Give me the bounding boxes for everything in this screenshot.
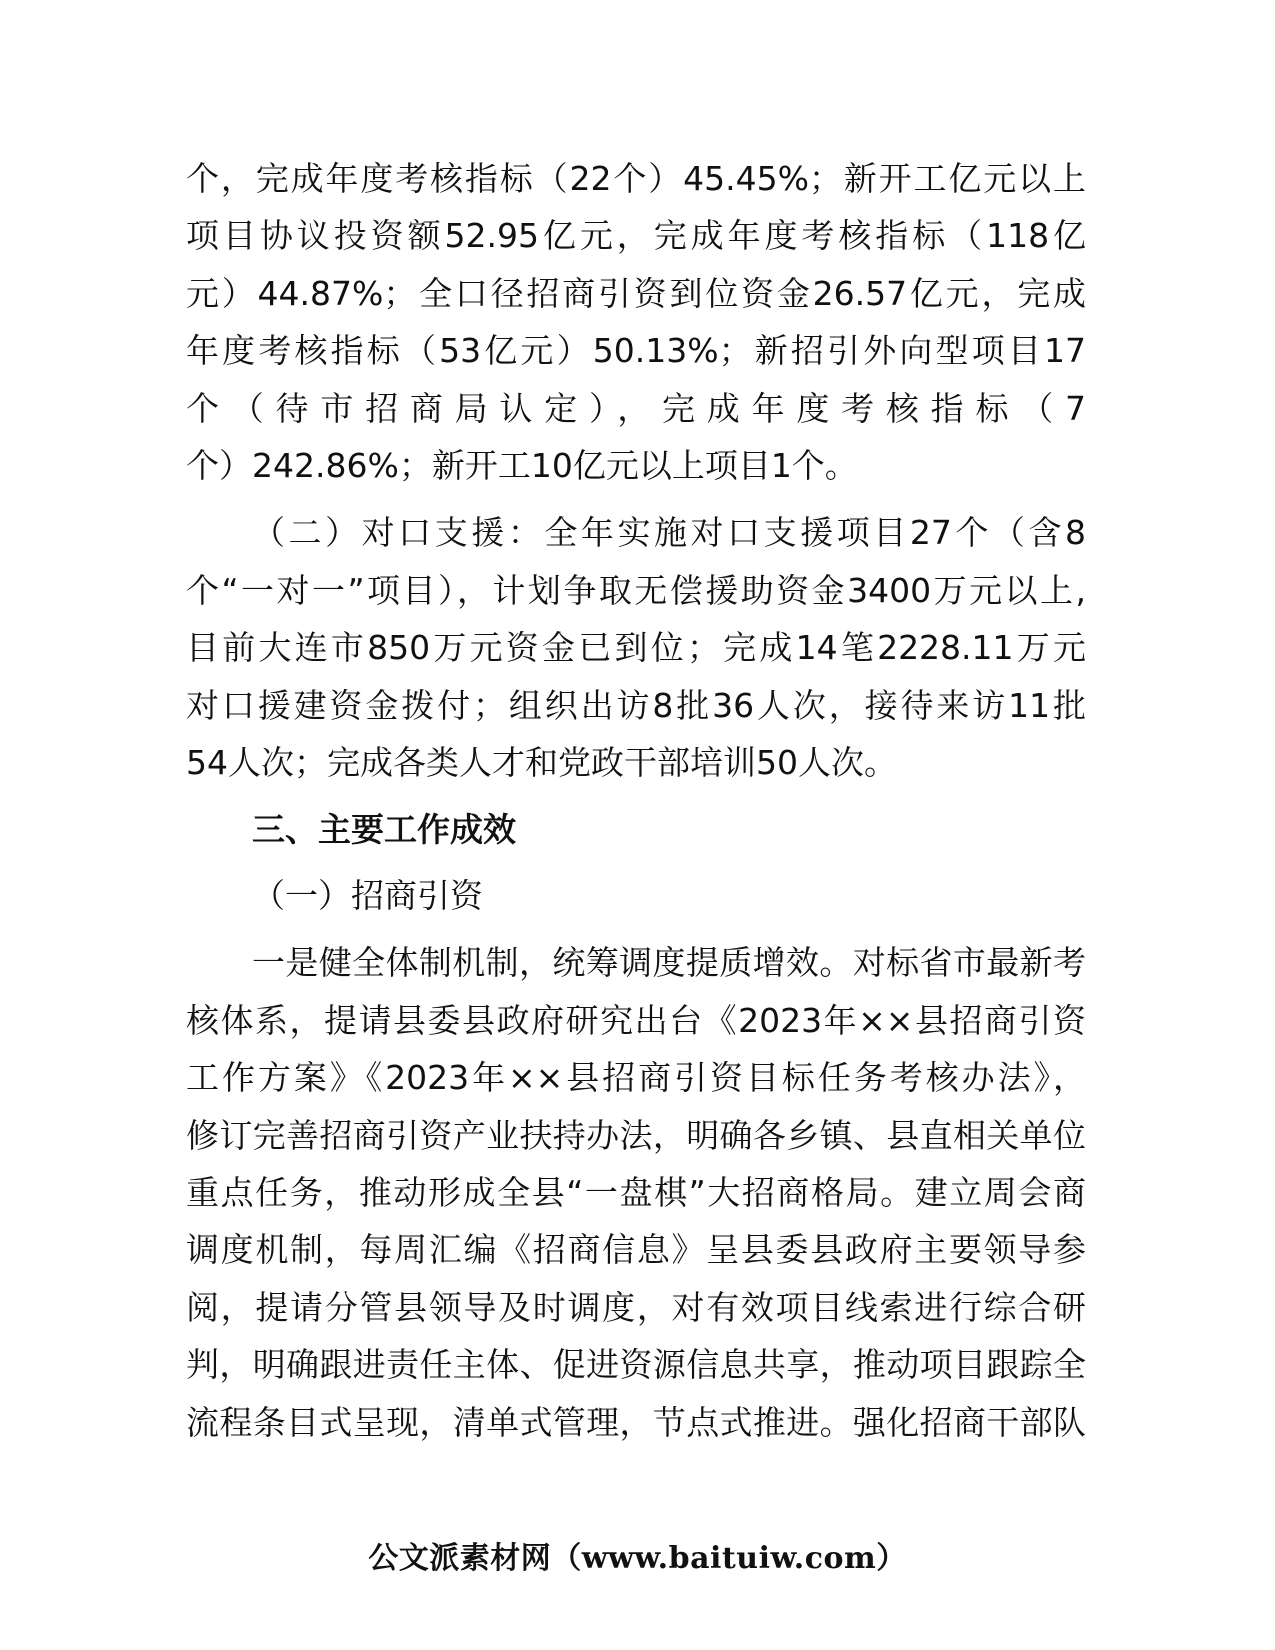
paragraph-paired-assistance <box>186 504 1086 791</box>
text-line: 项目协议投资额52.95亿元，完成年度考核指标（118亿 <box>186 216 1086 256</box>
paragraph-targets <box>186 150 1086 494</box>
text-line: 对口援建资金拨付；组织出访8批36人次，接待来访11批 <box>186 685 1086 725</box>
text-line: 年度考核指标（53亿元）50.13%；新招引外向型项目17 <box>186 331 1086 371</box>
text-line: 重点任务，推动形成全县“一盘棋”大招商格局。建立周会商 <box>186 1172 1086 1212</box>
text-line: 流程条目式呈现，清单式管理，节点式推进。强化招商干部队 <box>186 1402 1086 1442</box>
footer-watermark: 公文派素材网（www.baituiw.com） <box>368 1541 907 1576</box>
subsection-heading: （一）招商引资 <box>252 875 483 915</box>
text-line: 54人次；完成各类人才和党政干部培训50人次。 <box>186 743 897 783</box>
text-line: 判，明确跟进责任主体、促进资源信息共享，推动项目跟踪全 <box>186 1345 1086 1385</box>
section-heading: 三、主要工作成效 <box>252 810 516 850</box>
text-line: 个（待市招商局认定），完成年度考核指标（7 <box>186 388 1086 428</box>
text-line: 目前大连市850万元资金已到位；完成14笔2228.11万元 <box>186 628 1086 668</box>
text-line: 工作方案》《2023年××县招商引资目标任务考核办法》， <box>186 1058 1086 1098</box>
text-line: 个“一对一”项目），计划争取无偿援助资金3400万元以上, <box>186 570 1086 610</box>
document-body <box>186 150 1086 1451</box>
paragraph-investment <box>186 934 1086 1451</box>
text-line: 调度机制，每周汇编《招商信息》呈县委县政府主要领导参 <box>186 1230 1086 1270</box>
text-line: 元）44.87%；全口径招商引资到位资金26.57亿元，完成 <box>186 273 1086 313</box>
text-line: 阅，提请分管县领导及时调度，对有效项目线索进行综合研 <box>186 1287 1086 1327</box>
text-line: （二）对口支援：全年实施对口支援项目27个（含8 <box>252 513 1086 553</box>
text-line: 核体系，提请县委县政府研究出台《2023年××县招商引资 <box>186 1000 1086 1040</box>
text-line: 修订完善招商引资产业扶持办法，明确各乡镇、县直相关单位 <box>186 1115 1086 1155</box>
text-line: 一是健全体制机制，统筹调度提质增效。对标省市最新考 <box>252 943 1086 983</box>
text-line: 个）242.86%；新开工10亿元以上项目1个。 <box>186 446 858 486</box>
text-line: 个，完成年度考核指标（22个）45.45%；新开工亿元以上 <box>186 159 1086 198</box>
